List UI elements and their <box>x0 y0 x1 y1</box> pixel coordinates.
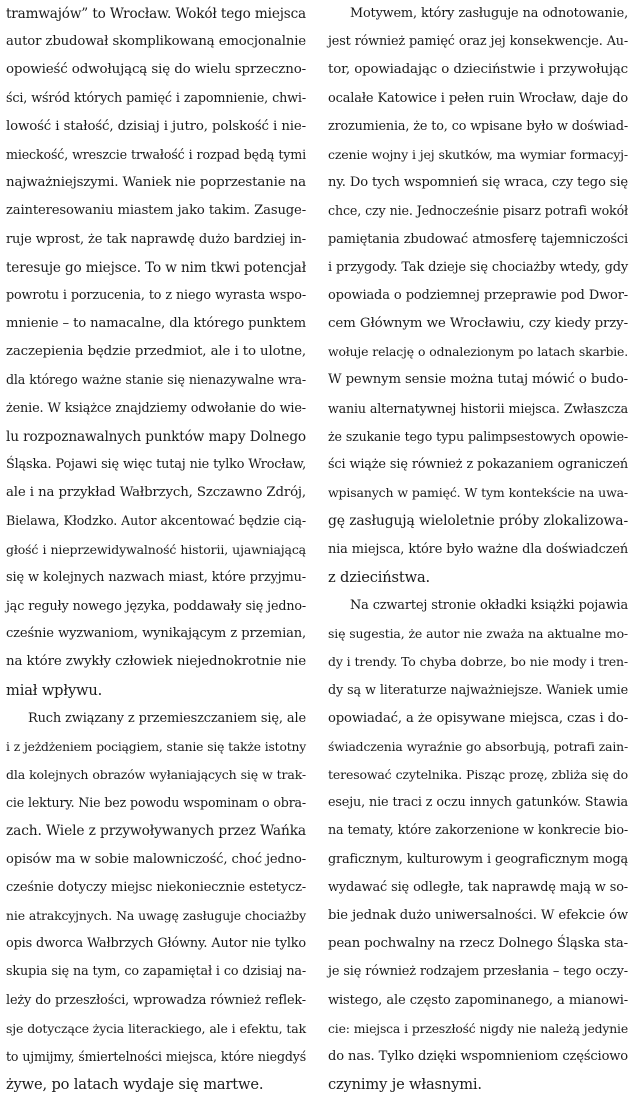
text-line: dy są w literaturze najważniejsze. Waniek umie <box>328 682 628 698</box>
text-line: zaczepienia będzie przedmiot, ale i to ulotne, <box>6 344 306 360</box>
text-line: nie atrakcyjnych. Na uwagę zasługuje chociażby <box>6 908 306 923</box>
text-line: zainteresowaniu miastem jako takim. Zasuge- <box>6 203 306 219</box>
text-line: świadczenia wyraźnie go absorbują, potrafi zain- <box>328 739 628 754</box>
text-line: teresować czytelnika. Pisząc prozę, zbliża się do <box>328 767 628 783</box>
text-line: dla kolejnych obrazów wyłaniających się w trak- <box>6 767 306 783</box>
text-line: opowieść odwołującą się do wielu sprzeczno- <box>6 62 306 78</box>
text-line: sje dotyczące życia literackiego, ale i efektu, tak <box>6 1020 306 1036</box>
text-line: czenie wojny i jej skutków, ma wymiar formacyj- <box>328 146 628 162</box>
text-line: bie jednak dużo uniwersalności. W efekcie ów <box>328 908 628 923</box>
text-line: Śląska. Pojawi się więc tutaj nie tylko Wrocław, <box>6 457 306 472</box>
text-line: żenie. W książce znajdziemy odwołanie do wie- <box>6 400 306 416</box>
text-line: cześnie wyzwaniom, wynikającym z przemian, <box>6 626 306 642</box>
text-line: waniu alternatywnej historii miejsca. Zwłaszcza <box>328 400 628 416</box>
text-line: Na czwartej stronie okładki książki pojawia <box>350 597 628 613</box>
text-line: opowiadać, a że opisywane miejsca, czas i do- <box>328 710 628 726</box>
text-line: że szukanie tego typu palimpsestowych opowie- <box>328 428 628 444</box>
text-line: ści wiąże się również z pokazaniem ograniczeń <box>328 457 628 472</box>
text-line: żywe, po latach wydaje się martwe. <box>6 1076 264 1094</box>
text-line: zach. Wiele z przywoływanych przez Wańka <box>6 823 306 840</box>
text-line: i przygody. Tak dzieje się chociażby wtedy, gdy <box>328 259 628 275</box>
text-line: lu rozpoznawalnych punktów mapy Dolnego <box>6 428 306 445</box>
text-line: na które zwykły człowiek niejednokrotnie nie <box>6 654 306 670</box>
text-line: mieckość, wreszcie trwałość i rozpad będą tymi <box>6 146 306 162</box>
text-line: opowiada o podziemnej przeprawie pod Dwor- <box>328 287 628 303</box>
text-line: Bielawa, Kłodzko. Autor akcentować będzie cią- <box>6 513 306 529</box>
text-line: ny. Do tych wspomnień się wraca, czy tego się <box>328 175 628 191</box>
text-line: ocalałe Katowice i pełen ruin Wrocław, daje do <box>328 90 628 106</box>
text-line: powrotu i porzucenia, to z niego wyrasta wspo- <box>6 287 306 303</box>
text-line: nia miejsca, które było ważne dla doświadczeń <box>328 541 628 557</box>
text-line: pean pochwalny na rzecz Dolnego Śląska sta- <box>328 936 628 952</box>
text-line: wołuje relację o odnalezionym po latach skarbie. <box>328 344 628 360</box>
text-line: tramwajów” to Wrocław. Wokół tego miejsca <box>6 6 306 22</box>
text-line: Ruch związany z przemieszczaniem się, ale <box>28 710 306 726</box>
text-line: wpisanych w pamięć. W tym kontekście na uwa- <box>328 485 628 501</box>
text-line: dy i trendy. To chyba dobrze, bo nie mody i tren- <box>328 654 628 670</box>
text-line: cześnie dotyczy miejsc niekoniecznie estetycz- <box>6 879 306 895</box>
text-line: się w kolejnych nazwach miast, które przyjmu- <box>6 569 306 585</box>
text-line: cie: miejsca i przeszłość nigdy nie należą jedynie <box>328 1021 628 1036</box>
text-line: dla którego ważne stanie się nienazywalne wra- <box>6 372 306 388</box>
text-line: W pewnym sensie można tutaj mówić o budo- <box>328 372 628 388</box>
right-text-column <box>328 0 628 1099</box>
text-line: tor, opowiadając o dzieciństwie i przywołując <box>328 62 628 78</box>
text-line: to ujmijmy, śmiertelności miejsca, które niegdyś <box>6 1048 306 1064</box>
text-line: skupia się na tym, co zapamiętał i co dzisiaj na- <box>6 964 306 980</box>
text-line: na tematy, które zakorzenione w konkrecie bio- <box>328 823 628 839</box>
text-line: najważniejszymi. Waniek nie poprzestanie na <box>6 175 306 191</box>
text-line: jąc reguły nowego języka, poddawały się jedno- <box>6 597 306 613</box>
text-line: leży do przeszłości, wprowadza również reflek- <box>6 992 306 1008</box>
text-line: głość i nieprzewidywalność historii, ujawniającą <box>6 541 306 557</box>
text-line: gę zasługują wieloletnie próby zlokalizowa- <box>328 513 628 530</box>
text-line: ale i na przykład Wałbrzych, Szczawno Zdrój, <box>6 485 306 501</box>
text-line: eseju, nie traci z oczu innych gatunków. Stawia <box>328 795 628 811</box>
text-line: wydawać się odległe, tak naprawdę mają w so- <box>328 879 628 895</box>
text-line: ści, wśród których pamięć i zapomnienie, chwi- <box>6 90 306 106</box>
text-line: teresuje go miejsce. To w nim tkwi potencjał <box>6 259 306 276</box>
text-line: pamiętania zbudować atmosferę tajemniczości <box>328 231 628 247</box>
text-line: z dzieciństwa. <box>328 568 430 586</box>
text-line: je się również rodzajem przesłania – tego oczy- <box>328 964 628 980</box>
text-line: się sugestia, że autor nie zważa na aktualne mo- <box>328 626 628 642</box>
text-line: autor zbudował skomplikowaną emocjonalnie <box>6 34 306 50</box>
text-line: do nas. Tylko dzięki wspomnieniom częściowo <box>328 1048 628 1064</box>
text-line: opis dworca Wałbrzych Główny. Autor nie tylko <box>6 936 306 952</box>
left-text-column <box>6 0 306 1099</box>
text-line: ruje wprost, że tak naprawdę dużo bardziej in- <box>6 231 306 247</box>
text-line: zrozumienia, że to, co wpisane było w doświad- <box>328 118 628 134</box>
text-line: miał wpływu. <box>6 681 103 699</box>
text-line: opisów ma w sobie malowniczość, choć jedno- <box>6 851 306 867</box>
text-line: lowość i stałość, dzisiaj i jutro, polskość i nie- <box>6 118 306 134</box>
text-line: mnienie – to namacalne, dla którego punktem <box>6 316 306 332</box>
text-line: czynimy je własnymi. <box>328 1076 482 1094</box>
text-line: i z jeżdżeniem pociągiem, stanie się także istotny <box>6 739 306 754</box>
text-line: Motywem, który zasługuje na odnotowanie, <box>350 6 628 21</box>
text-line: chce, czy nie. Jednocześnie pisarz potrafi wokół <box>328 203 628 219</box>
text-line: jest również pamięć oraz jej konsekwencje. Au- <box>328 34 628 50</box>
text-line: wistego, ale często zapominanego, a mianowi- <box>328 992 628 1008</box>
text-line: cie lektury. Nie bez powodu wspominam o obra- <box>6 795 306 811</box>
text-line: graficznym, kulturowym i geograficznym mogą <box>328 851 628 867</box>
text-line: cem Głównym we Wrocławiu, czy kiedy przy- <box>328 316 628 332</box>
